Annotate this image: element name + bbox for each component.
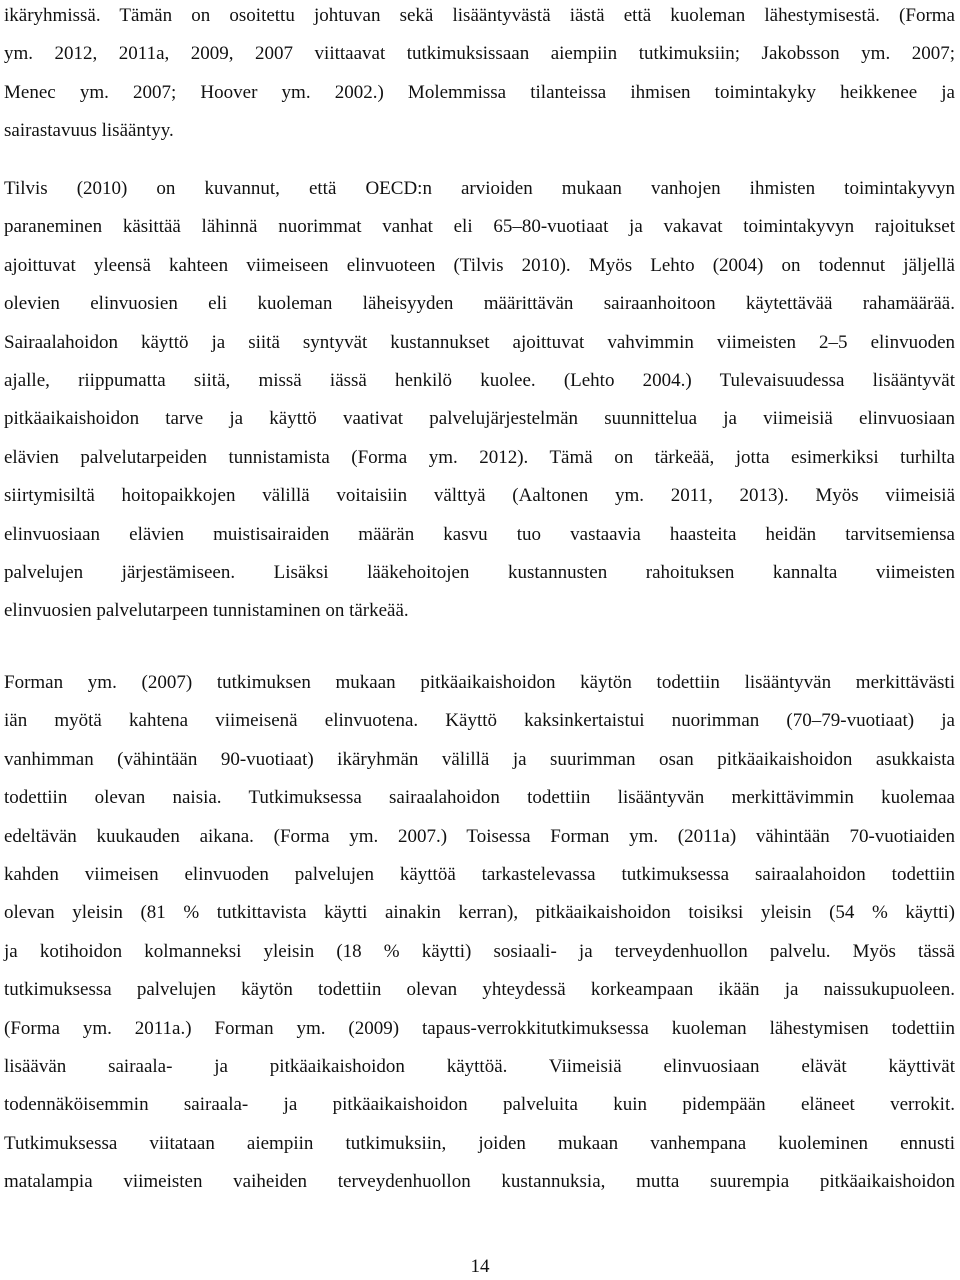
text-line: ym. 2012, 2011a, 2009, 2007 viittaavat tutkimuksissaan aiempiin tutkimuksiin; Jakobsson ym. 2007;	[4, 43, 955, 65]
text-line: edeltävän kuukauden aikana. (Forma ym. 2007.) Toisessa Forman ym. (2011a) vähintään 70-vuotiaiden	[4, 825, 955, 847]
text-line: olevien elinvuosien eli kuoleman läheisyyden määrittävän sairaanhoitoon käytettävää rahamäärää.	[4, 293, 955, 315]
page-number: 14	[470, 1256, 490, 1277]
text-line: Forman ym. (2007) tutkimuksen mukaan pitkäaikaishoidon käytön todettiin lisääntyvän merkittävästi	[4, 672, 955, 693]
text-line: olevan yleisin (81 % tutkittavista käytti ainakin kerran), pitkäaikaishoidon toisiksi yleisin (54 % käytti)	[4, 902, 955, 924]
paragraph-age-groups	[4, 0, 955, 151]
text-line: Tilvis (2010) on kuvannut, että OECD:n arvioiden mukaan vanhojen ihmisten toimintakyvyn	[4, 178, 955, 199]
text-line: paraneminen käsittää lähinnä nuorimmat vanhat eli 65–80-vuotiaat ja vakavat toimintakyvyn rajoitukset	[4, 216, 955, 238]
text-line: ja kotihoidon kolmanneksi yleisin (18 % käytti) sosiaali- ja terveydenhuollon palvelu. Myös tässä	[4, 940, 955, 962]
text-line: Tutkimuksessa viitataan aiempiin tutkimuksiin, joiden mukaan vanhempana kuoleminen ennusti	[4, 1132, 955, 1154]
text-line: (Forma ym. 2011a.) Forman ym. (2009) tapaus-verrokkitutkimuksessa kuoleman lähestymisen todettiin	[4, 1017, 955, 1039]
text-line: ajalle, riippumatta siitä, missä iässä henkilö kuolee. (Lehto 2004.) Tulevaisuudessa lisääntyvät	[4, 369, 955, 391]
text-line: kahden viimeisen elinvuoden palvelujen käyttöä tarkastelevassa tutkimuksessa sairaalahoidon todettiin	[4, 863, 955, 885]
text-line: vanhimman (vähintään 90-vuotiaat) ikäryhmän välillä ja suurimman osan pitkäaikaishoidon asukkaista	[4, 748, 955, 770]
text-line: iän myötä kahtena viimeisenä elinvuotena. Käyttö kaksinkertaistui nuorimman (70–79-vuotiaat) ja	[4, 710, 955, 732]
text-line: todennäköisemmin sairaala- ja pitkäaikaishoidon palveluita kuin pidempään eläneet verrokit.	[4, 1094, 955, 1116]
text-line: matalampia viimeisten vaiheiden terveydenhuollon kustannuksia, mutta suurempia pitkäaikaishoidon	[4, 1171, 955, 1193]
text-line: elävien palvelutarpeiden tunnistamista (Forma ym. 2012). Tämä on tärkeää, jotta esimerkiksi turhilta	[4, 446, 955, 468]
text-line: Sairaalahoidon käyttö ja siitä syntyvät kustannukset ajoittuvat vahvimmin viimeisten 2–5 elinvuoden	[4, 331, 955, 353]
text-line: elinvuosien palvelutarpeen tunnistaminen on tärkeää.	[4, 600, 409, 622]
text-line: ajoittuvat yleensä kahteen viimeiseen elinvuoteen (Tilvis 2010). Myös Lehto (2004) on todennut jäljellä	[4, 254, 955, 276]
text-line: elinvuosiaan elävien muistisairaiden määrän kasvu tuo vastaavia haasteita heidän tarvitsemiensa	[4, 523, 955, 545]
text-line: Menec ym. 2007; Hoover ym. 2002.) Molemmissa tilanteissa ihmisen toimintakyky heikkenee ja	[4, 81, 955, 103]
paragraph-tilvis-oecd	[4, 170, 955, 631]
text-line: tutkimuksessa palvelujen käytön todettiin olevan yhteydessä korkeampaan ikään ja naissukupuoleen.	[4, 979, 955, 1001]
paragraph-forma-studies	[4, 664, 955, 1201]
text-line: palvelujen järjestämiseen. Lisäksi lääkehoitojen kustannusten rahoituksen kannalta viimeisten	[4, 561, 955, 583]
text-line: pitkäaikaishoidon tarve ja käyttö vaativat palvelujärjestelmän suunnittelua ja viimeisiä elinvuosiaan	[4, 408, 955, 430]
text-line: siirtymisiltä hoitopaikkojen välillä voitaisiin välttyä (Aaltonen ym. 2011, 2013). Myös viimeisiä	[4, 485, 955, 507]
text-line: todettiin olevan naisia. Tutkimuksessa sairaalahoidon todettiin lisääntyvän merkittävimmin kuolemaa	[4, 787, 955, 809]
text-line: ikäryhmissä. Tämän on osoitettu johtuvan sekä lisääntyvästä iästä että kuoleman lähestymisestä. (Forma	[4, 5, 955, 26]
text-line: sairastavuus lisääntyy.	[4, 120, 174, 142]
text-line: lisäävän sairaala- ja pitkäaikaishoidon käyttöä. Viimeisiä elinvuosiaan elävät käyttivät	[4, 1055, 955, 1077]
